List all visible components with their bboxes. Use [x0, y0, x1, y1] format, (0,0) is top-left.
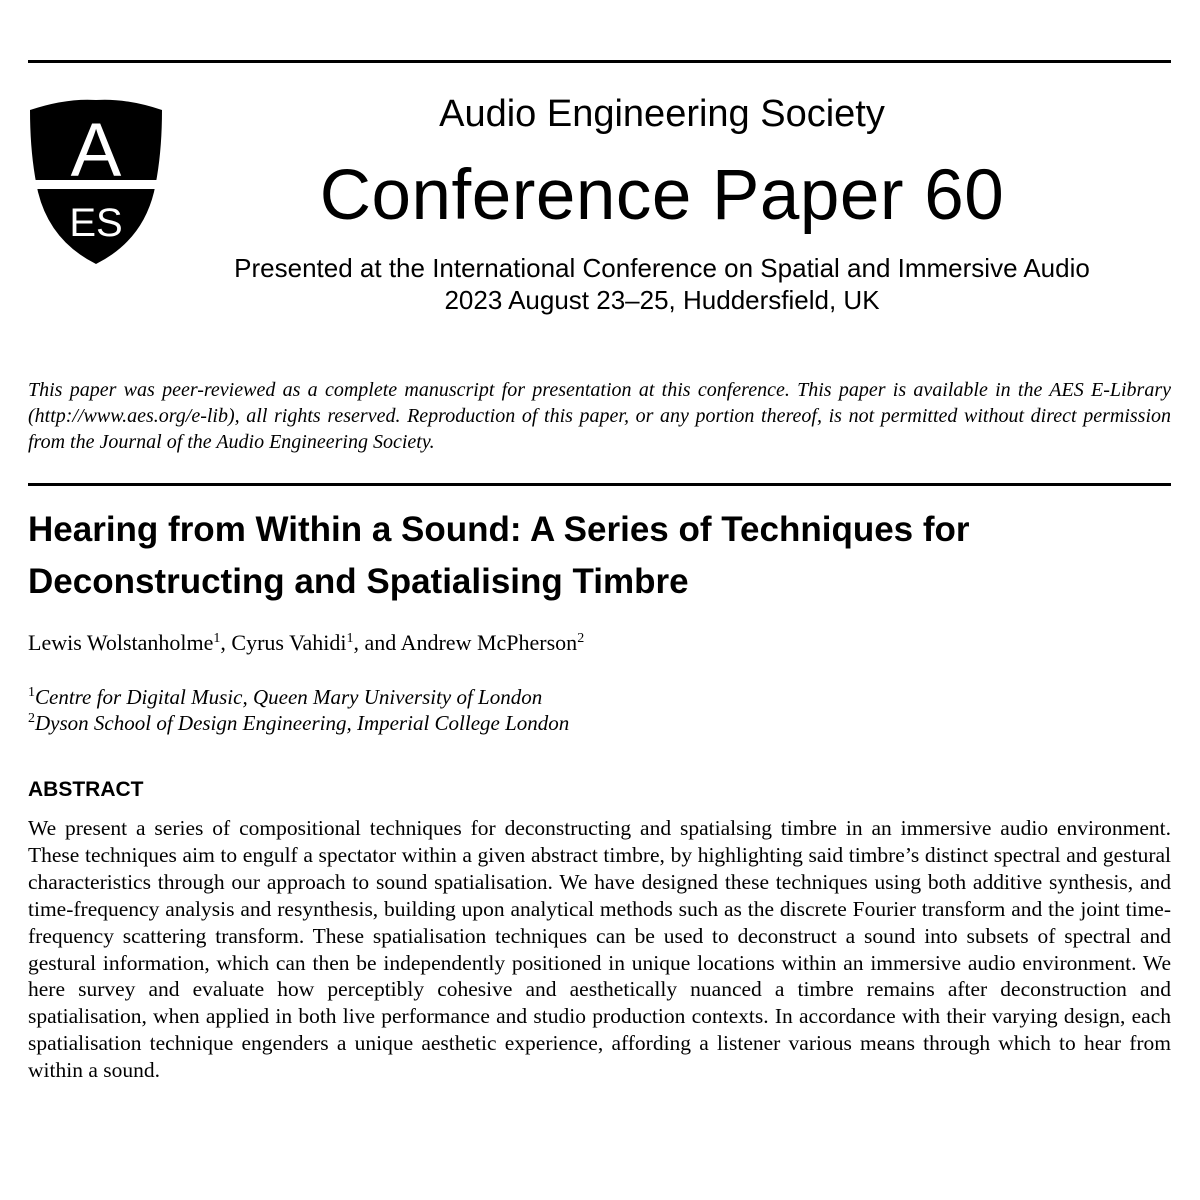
author-name: Andrew McPherson	[400, 630, 578, 655]
presented-at-line: Presented at the International Conference on Spatial and Immersive Audio	[234, 253, 1090, 283]
section-rule	[28, 483, 1171, 486]
society-name: Audio Engineering Society	[439, 93, 885, 135]
affiliation	[28, 685, 542, 710]
author-affiliation-mark: 1	[346, 631, 354, 646]
affiliation-number: 1	[28, 685, 35, 700]
paper-title-line-1: Hearing from Within a Sound: A Series of Techniques for	[28, 510, 970, 549]
author-separator: , and	[353, 630, 401, 655]
author-name: Lewis Wolstanholme	[28, 630, 214, 655]
paper-title-line-2: Deconstructing and Spatialising Timbre	[28, 562, 689, 601]
conference-paper-title: Conference Paper 60	[319, 156, 1005, 235]
author-affiliation-mark: 2	[577, 631, 585, 646]
author-name: Cyrus Vahidi	[231, 630, 347, 655]
abstract-heading: ABSTRACT	[28, 778, 144, 801]
aes-logo-top-letter: A	[70, 108, 122, 193]
author-affiliation-mark: 1	[213, 631, 221, 646]
paper-title	[28, 504, 1171, 608]
author-separator: ,	[220, 630, 232, 655]
aes-logo-bottom-letters: ES	[69, 201, 123, 245]
aes-logo	[28, 96, 164, 266]
abstract-text: We present a series of compositional techniques for deconstructing and spatialsing timbre in an immersive audio environment. These techniques aim to engulf a spectator within a given abstract timbre, by highlighting said timbre’s distinct spectral and gestural characteristics through our approach to sound spatialisation. We have designed these techniques using both additive synthesis, and time-frequency analysis and resynthesis, building upon analytical methods such as the discrete Fourier transform and the joint time-frequency scattering transform. These spatialisation techniques can be used to deconstruct a sound into subsets of spectral and gestural information, which can then be independently positioned in unique locations within an immersive audio environment. We here survey and evaluate how perceptibly cohesive and aesthetically nuanced a timbre remains after deconstruction and spatialisation, when applied in both live performance and studio production contexts. In accordance with their varying design, each spatialisation technique engenders a unique aesthetic experience, affording a listener various means through which to hear from within a sound.	[28, 816, 1171, 1083]
author-list	[28, 630, 584, 656]
peer-review-notice: This paper was peer-reviewed as a complete manuscript for presentation at this conference. This paper is available in the AES E-Library (http://www.aes.org/e-lib), all rights reserved. Reproduction of this paper, or any portion thereof, is not permitted without direct permission from the Journal of the Audio Engineering Society.	[28, 379, 1171, 453]
affiliation-text: Dyson School of Design Engineering, Imperial College London	[35, 711, 570, 735]
affiliation	[28, 711, 569, 736]
top-rule	[28, 60, 1171, 63]
affiliation-text: Centre for Digital Music, Queen Mary University of London	[35, 685, 543, 709]
affiliation-number: 2	[28, 711, 35, 726]
conference-dateline: 2023 August 23–25, Huddersfield, UK	[444, 285, 880, 315]
